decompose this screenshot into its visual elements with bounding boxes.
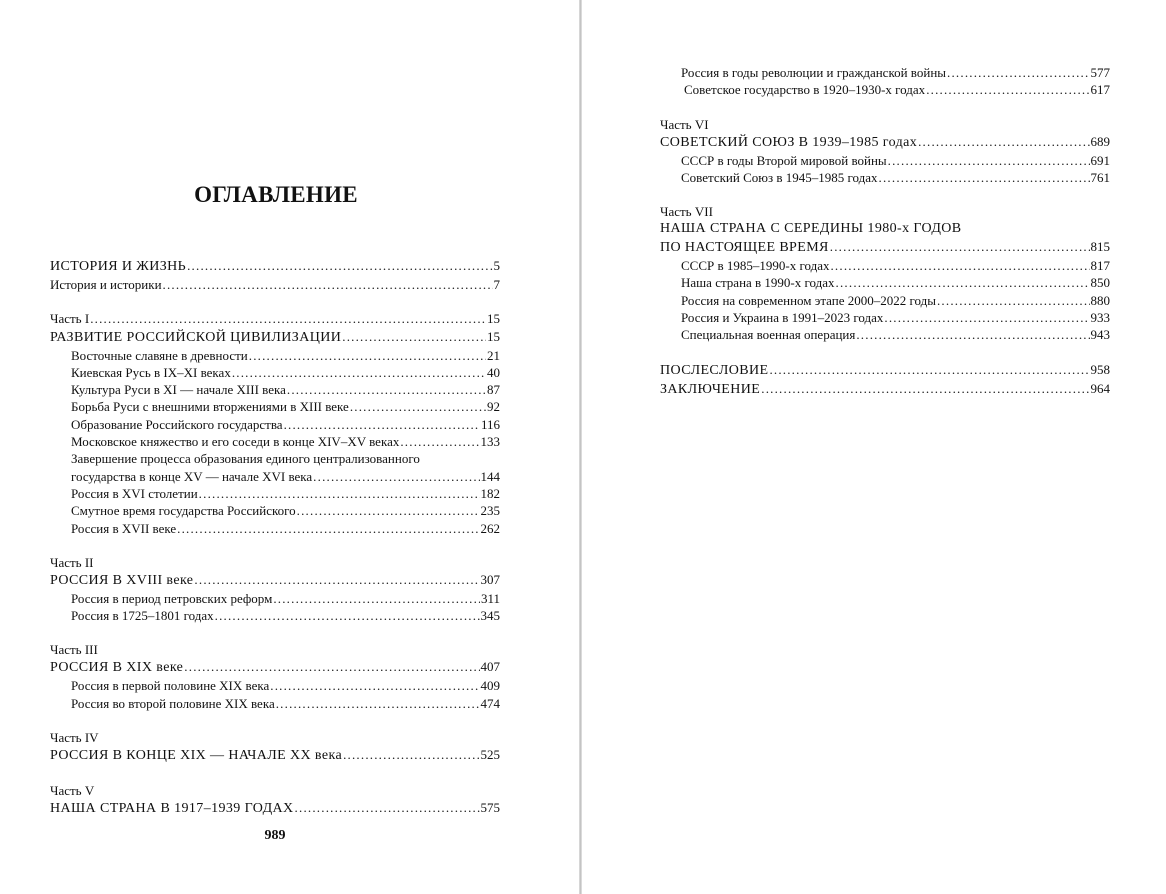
toc-entry[interactable] [660, 274, 1110, 291]
toc-entry-page: 40 [487, 364, 500, 380]
toc-entry-page: 262 [480, 520, 500, 536]
toc-entry-page: 144 [480, 468, 500, 484]
toc-entry-title: Россия в первой половине XIX века [71, 678, 270, 694]
toc-entry-page: 575 [480, 800, 500, 816]
part-title[interactable] [50, 658, 500, 677]
toc-entry-title: Советское государство в 1920–1930-х годах [684, 82, 926, 98]
right-page [582, 0, 1166, 894]
toc-entry-page: 691 [1090, 152, 1110, 168]
toc-entry-title: Наша страна в 1990-х годах [681, 275, 835, 291]
toc-entry-page: 474 [480, 695, 500, 711]
table-of-contents-right [660, 64, 1110, 399]
toc-entry[interactable] [50, 520, 500, 537]
part-label: Часть V [50, 783, 95, 799]
toc-entry-title: Советский Союз в 1945–1985 годах [681, 169, 878, 185]
toc-entry-page: 850 [1090, 275, 1110, 291]
toc-entry[interactable] [50, 257, 500, 276]
part-title-line[interactable]: НАША СТРАНА С СЕРЕДИНЫ 1980-х ГОДОВ [660, 221, 962, 237]
toc-entry[interactable] [660, 361, 1110, 380]
toc-entry[interactable] [660, 81, 1110, 98]
toc-entry-page: 92 [487, 399, 500, 415]
toc-entry-title: Россия в XVII веке [71, 520, 177, 536]
toc-entry-title: Россия во второй половине XIX века [71, 695, 275, 711]
toc-entry[interactable] [50, 416, 500, 433]
toc-entry-title: НАША СТРАНА В 1917–1939 ГОДАХ [50, 801, 294, 817]
toc-entry-page: 943 [1090, 327, 1110, 343]
toc-entry[interactable] [50, 468, 500, 485]
toc-entry-page: 958 [1090, 361, 1110, 377]
toc-entry-title: ИСТОРИЯ И ЖИЗНЬ [50, 259, 187, 274]
toc-entry-page: 761 [1090, 169, 1110, 185]
toc-entry[interactable] [660, 64, 1110, 81]
part-title[interactable] [660, 238, 1110, 257]
page-title: ОГЛАВЛЕНИЕ [194, 182, 358, 207]
toc-entry-title: История и историки [50, 277, 162, 292]
toc-entry-page: 815 [1090, 239, 1110, 255]
toc-entry-title: Борьба Руси с внешними вторжениями в XIII веке [71, 399, 349, 415]
toc-entry-page: 15 [487, 311, 500, 327]
toc-entry-title: СССР в 1985–1990-х годах [681, 258, 830, 274]
toc-entry-title: Культура Руси в XI — начале XIII века [71, 382, 286, 398]
toc-entry-title: Киевская Русь в IX–XI веках [71, 364, 231, 380]
toc-entry[interactable] [660, 380, 1110, 399]
table-of-contents-left [50, 257, 500, 818]
toc-entry-page: 182 [480, 485, 500, 501]
toc-entry-title: РОССИЯ В КОНЦЕ XIX — НАЧАЛЕ XX века [50, 748, 343, 764]
toc-entry-page: 5 [493, 258, 500, 273]
toc-entry-line[interactable]: Завершение процесса образования единого централизованного [71, 451, 420, 467]
toc-entry[interactable] [50, 381, 500, 398]
part-label-text: Часть I [50, 311, 90, 327]
part-label: Часть II [50, 554, 94, 570]
toc-entry-title: Россия на современном этапе 2000–2022 годы [681, 292, 936, 308]
toc-entry[interactable] [50, 276, 500, 293]
toc-entry-page: 345 [480, 608, 500, 624]
toc-entry[interactable] [660, 152, 1110, 169]
toc-entry-title: ЗАКЛЮЧЕНИЕ [660, 381, 761, 397]
toc-entry-page: 933 [1090, 310, 1110, 326]
toc-entry-title: Россия в период петровских реформ [71, 590, 273, 606]
toc-entry[interactable] [660, 257, 1110, 274]
toc-entry-page: 525 [480, 747, 500, 763]
toc-entry-title: ПО НАСТОЯЩЕЕ ВРЕМЯ [660, 240, 829, 256]
toc-entry-page: 577 [1090, 65, 1110, 80]
toc-entry[interactable] [660, 292, 1110, 309]
part-title[interactable] [50, 328, 500, 347]
toc-entry-page: 87 [487, 382, 500, 398]
toc-entry-page: 409 [480, 678, 500, 694]
toc-entry-page: 21 [487, 347, 500, 363]
toc-entry-title: Московское княжество и его соседи в конце XIV–XV веках [71, 434, 400, 450]
toc-entry-title: Россия и Украина в 1991–2023 годах [681, 310, 884, 326]
toc-entry-page: 116 [480, 416, 500, 432]
toc-entry[interactable] [50, 433, 500, 450]
toc-entry-page: 133 [480, 434, 500, 450]
toc-entry-page: 15 [487, 328, 500, 344]
page-number: 989 [264, 828, 286, 843]
toc-entry-page: 407 [480, 659, 500, 675]
toc-entry-title: СССР в годы Второй мировой войны [681, 152, 887, 168]
toc-entry[interactable] [50, 590, 500, 607]
toc-entry-title: Смутное время государства Российского [71, 503, 296, 519]
toc-entry-page: 817 [1090, 258, 1110, 274]
left-page [0, 0, 580, 894]
toc-entry-title: Образование Российского государства [71, 416, 283, 432]
toc-entry[interactable] [660, 326, 1110, 343]
part-title[interactable] [660, 133, 1110, 152]
toc-entry[interactable] [660, 169, 1110, 186]
toc-entry[interactable] [50, 398, 500, 415]
part-label: Часть III [50, 642, 98, 658]
toc-entry[interactable] [50, 502, 500, 519]
toc-entry-title: ПОСЛЕСЛОВИЕ [660, 362, 769, 378]
toc-entry[interactable] [660, 309, 1110, 326]
toc-entry[interactable] [50, 695, 500, 712]
toc-entry-title: государства в конце XV — начале XVI века [71, 468, 313, 484]
part-title[interactable] [50, 571, 500, 590]
toc-entry-title: Восточные славяне в древности [71, 347, 248, 363]
toc-entry-page: 964 [1090, 380, 1110, 396]
toc-entry-title: РАЗВИТИЕ РОССИЙСКОЙ ЦИВИЛИЗАЦИИ [50, 329, 342, 345]
toc-entry-title: РОССИЯ В XIX веке [50, 660, 184, 676]
toc-entry[interactable] [50, 607, 500, 624]
toc-entry-title: СОВЕТСКИЙ СОЮЗ В 1939–1985 годах [660, 134, 918, 150]
toc-entry-page: 689 [1090, 133, 1110, 149]
toc-entry-title: РОССИЯ В XVIII веке [50, 572, 194, 588]
toc-entry-title: Россия в XVI столетии [71, 485, 198, 501]
toc-entry-title: Россия в годы революции и гражданской войны [681, 65, 947, 80]
toc-entry[interactable] [50, 677, 500, 694]
toc-entry-page: 307 [480, 571, 500, 587]
toc-entry[interactable] [50, 347, 500, 364]
toc-entry-page: 880 [1090, 292, 1110, 308]
part-title[interactable] [50, 746, 500, 765]
toc-entry-page: 235 [480, 503, 500, 519]
toc-entry-title: Специальная военная операция [681, 327, 856, 343]
toc-entry-title: Россия в 1725–1801 годах [71, 608, 214, 624]
part-title[interactable] [50, 799, 500, 818]
part-label: Часть VI [660, 116, 709, 132]
toc-entry-page: 311 [480, 590, 500, 606]
part-label[interactable] [50, 310, 500, 327]
part-label: Часть VII [660, 204, 713, 220]
toc-entry[interactable] [50, 485, 500, 502]
part-label: Часть IV [50, 730, 99, 746]
toc-entry[interactable] [50, 364, 500, 381]
toc-entry-page: 617 [1090, 82, 1110, 98]
toc-entry-page: 7 [493, 277, 500, 292]
